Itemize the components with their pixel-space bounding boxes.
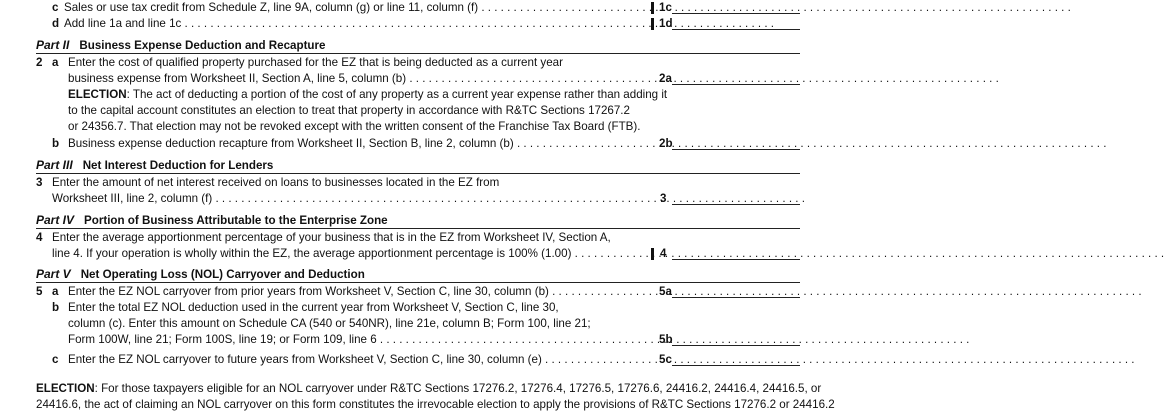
line-5a-text: Enter the EZ NOL carryover from prior years from Worksheet V, Section C, line 30, column (b) . . . (68, 284, 646, 300)
line-5c (0, 352, 850, 368)
line-5c-text: Enter the EZ NOL carryover to future years from Worksheet V, Section C, line 30, column (e) . . . (68, 352, 646, 368)
line-2b-field[interactable] (672, 137, 800, 150)
arrow-icon (651, 18, 654, 30)
line-2a-field[interactable] (672, 72, 800, 85)
line-5c-label: 5c (659, 353, 672, 366)
line-2a-letter: a (52, 56, 59, 69)
line-2a-election-row2 (0, 103, 850, 119)
part-v-election-head: ELECTION (36, 382, 95, 395)
part-iii-title: Net Interest Deduction for Lenders (82, 159, 274, 172)
line-2a-election-row3 (0, 119, 850, 135)
line-2b-letter: b (52, 137, 60, 150)
part-v-number: Part V (36, 267, 71, 281)
line-2a-election-head: ELECTION (68, 88, 127, 101)
arrow-icon (651, 2, 654, 14)
line-5b-text-3: Form 100W, line 21; Form 100S, line 19; or Form 109, line 6 . . . (68, 332, 646, 348)
part-iv-header (36, 213, 800, 229)
line-2a-election-text: : The act of deducting a portion of the cost of any property as a current year expense rather than adding it (126, 88, 668, 101)
line-1c (0, 0, 850, 16)
line-1d-field[interactable] (672, 17, 800, 30)
part-iv-number: Part IV (36, 213, 75, 227)
line-1d-letter: d (52, 17, 60, 30)
part-iii-number: Part III (36, 158, 73, 172)
line-1d (0, 16, 850, 32)
line-4-row1 (0, 230, 850, 246)
line-5a-field[interactable] (672, 285, 800, 298)
line-5b-row2 (0, 316, 850, 332)
line-4-row2 (0, 246, 850, 262)
line-1d-text: Add line 1a and line 1c . . . (64, 16, 644, 32)
part-v-election-row1 (36, 381, 822, 397)
line-2a-text-1: Enter the cost of qualified property purchased for the EZ that is being deducted as a current year (68, 56, 563, 69)
line-3-field[interactable] (672, 192, 800, 205)
line-5-number: 5 (36, 285, 43, 298)
line-2a-election-1 (68, 87, 668, 103)
line-2a-text-2: business expense from Worksheet II, Section A, line 5, column (b) . . . (68, 71, 646, 87)
line-2a-election-3: or 24356.7. That election may not be revoked except with the written consent of the Franchise Tax Board (FTB). (68, 120, 641, 133)
line-5b-field[interactable] (672, 333, 800, 346)
part-v-title: Net Operating Loss (NOL) Carryover and Deduction (80, 268, 365, 281)
line-4-number: 4 (36, 231, 43, 244)
line-2a-election-2: to the capital account constitutes an election to treat that property in accordance with R&TC Sections 17267.2 (68, 104, 630, 117)
line-2b-text: Business expense deduction recapture from Worksheet II, Section B, line 2, column (b) . . . (68, 136, 646, 152)
line-5b-text-2: column (c). Enter this amount on Schedule CA (540 or 540NR), line 21e, column B; Form 100, line 21; (68, 317, 591, 330)
line-5b-letter: b (52, 301, 60, 314)
line-2b-label: 2b (659, 137, 673, 150)
line-2b (0, 136, 850, 152)
line-4-label: 4 (660, 247, 667, 260)
part-ii-header (36, 38, 800, 54)
part-v-election-row2 (36, 397, 835, 413)
part-iv-title: Portion of Business Attributable to the Enterprise Zone (84, 214, 388, 227)
line-5a (0, 284, 850, 300)
line-3-text-2: Worksheet III, line 2, column (f) . . . (52, 191, 646, 207)
line-4-text-1: Enter the average apportionment percentage of your business that is in the EZ from Worksheet IV, Section A, (52, 231, 611, 244)
line-3-number: 3 (36, 176, 43, 189)
line-5b-row1 (0, 300, 850, 316)
line-2-number: 2 (36, 56, 43, 69)
line-2a-row2 (0, 71, 850, 87)
line-5c-field[interactable] (672, 353, 800, 366)
line-1c-field[interactable] (672, 1, 800, 14)
part-iii-header (36, 158, 800, 174)
arrow-icon (651, 248, 654, 260)
line-5b-label: 5b (659, 333, 673, 346)
part-v-election-text-2: 24416.6, the act of claiming an NOL carryover on this form constitutes the irrevocable election to apply the provisions of R&TC Sections 17276.2 or 24416.2 (36, 398, 835, 411)
line-5b-text-1: Enter the total EZ NOL deduction used in the current year from Worksheet V, Section C, line 30, (68, 301, 559, 314)
part-v-header (36, 267, 800, 283)
line-5a-label: 5a (659, 285, 672, 298)
line-2a-election-row1 (0, 87, 850, 103)
line-4-text-2: line 4. If your operation is wholly within the EZ, the average apportionment percentage is 100% (1.00) . . . (52, 246, 644, 262)
line-1c-letter: c (52, 1, 59, 14)
part-ii-number: Part II (36, 38, 70, 52)
line-3-row2 (0, 191, 850, 207)
line-1d-label: 1d (659, 17, 673, 30)
line-1c-label: 1c (659, 1, 672, 14)
line-3-text-1: Enter the amount of net interest received on loans to businesses located in the EZ from (52, 176, 500, 189)
line-3-row1 (0, 175, 850, 191)
line-3-label: 3 (660, 192, 667, 205)
line-4-field[interactable] (672, 247, 800, 260)
part-ii-title: Business Expense Deduction and Recapture (79, 39, 326, 52)
line-5b-row3 (0, 332, 850, 348)
line-2a-label: 2a (659, 72, 672, 85)
line-2a-row1 (0, 55, 850, 71)
line-5c-letter: c (52, 353, 59, 366)
line-1c-text: Sales or use tax credit from Schedule Z, line 9A, column (g) or line 11, column (f) . . . (64, 0, 644, 16)
part-v-election-text-1: : For those taxpayers eligible for an NOL carryover under R&TC Sections 17276.2, 17276.4, 17276.5, 17276.6, 24416.2, 24416.4, 24416.5, or (94, 382, 822, 395)
line-5a-letter: a (52, 285, 59, 298)
